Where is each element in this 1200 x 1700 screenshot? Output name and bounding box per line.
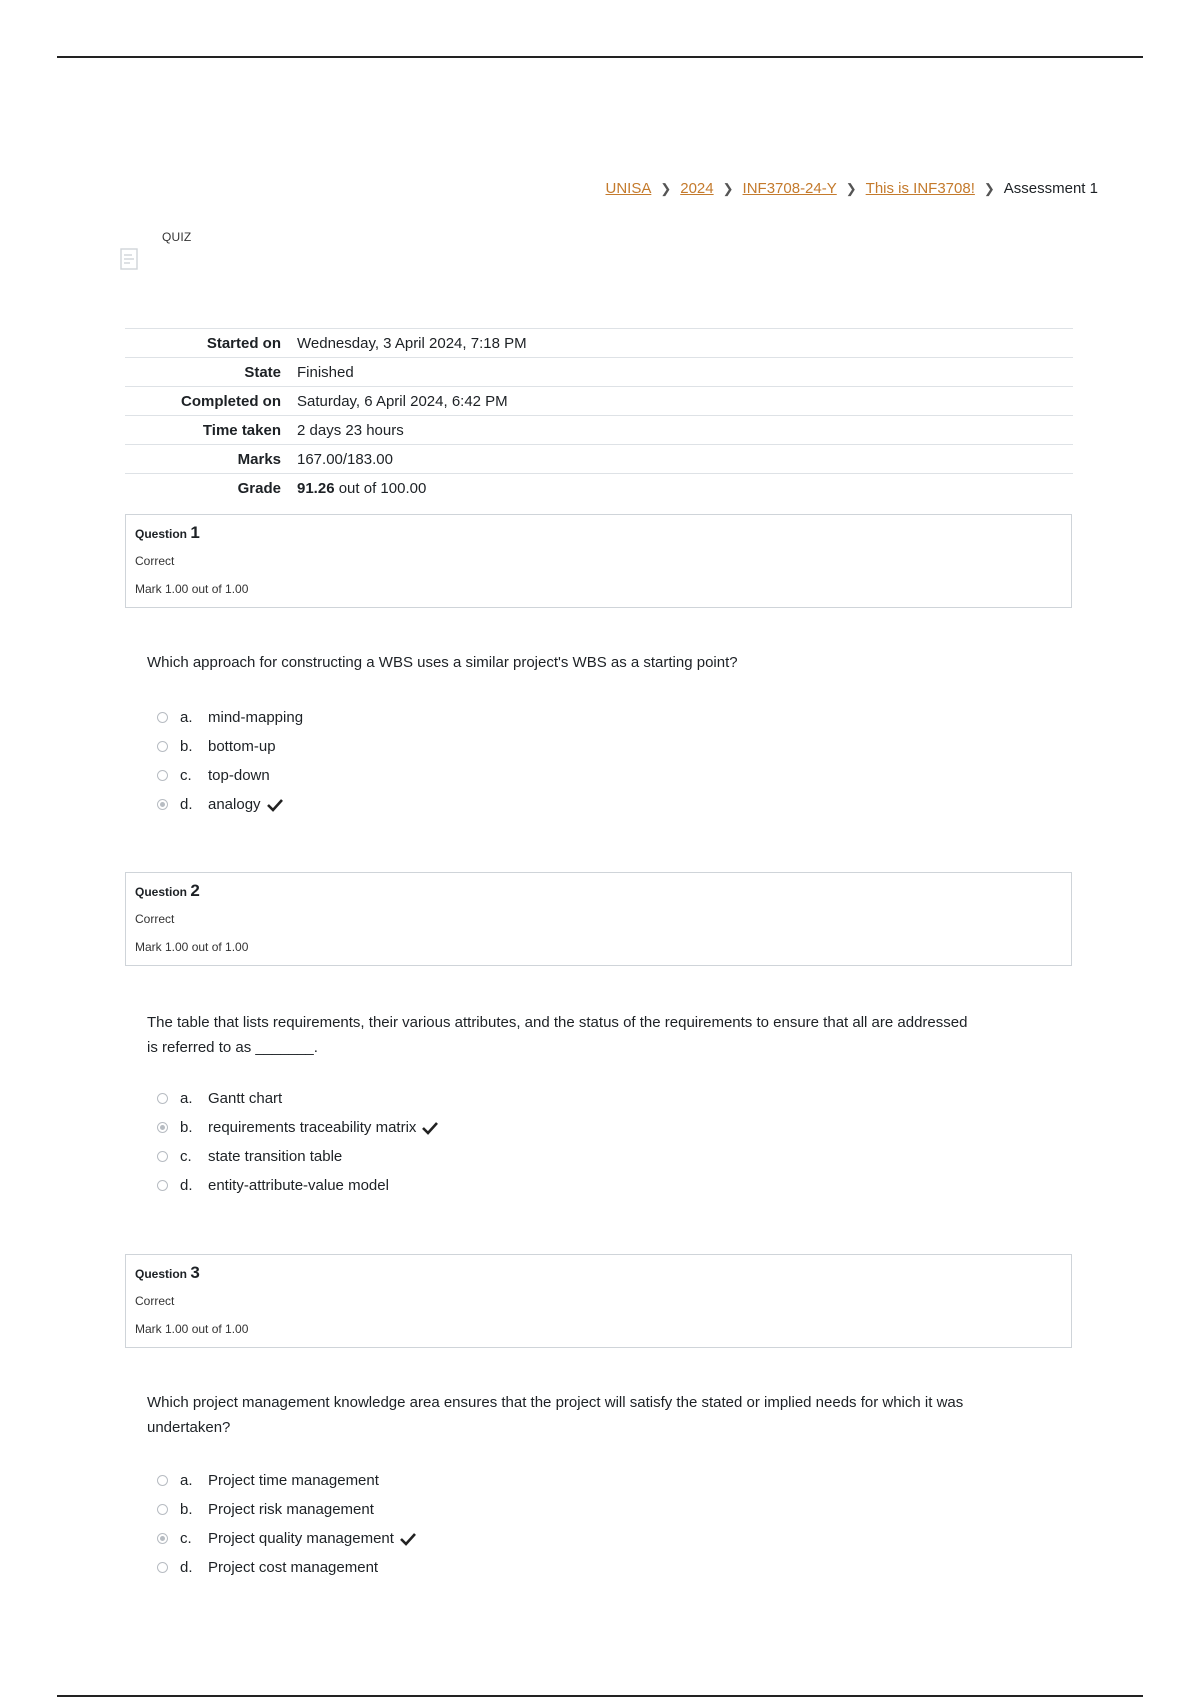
summary-row (125, 445, 1073, 474)
question-num: 1 (190, 523, 200, 542)
summary-value (297, 474, 1073, 503)
answer-text: Project cost management (208, 1559, 379, 1576)
summary-row (125, 329, 1073, 358)
answer-letter: a. (180, 1090, 193, 1107)
summary-value: 167.00/183.00 (297, 450, 393, 468)
answer-option[interactable] (157, 1524, 416, 1553)
answer-option[interactable] (157, 1495, 416, 1524)
breadcrumb (606, 180, 1099, 197)
answer-list (157, 1084, 438, 1200)
radio-button[interactable] (157, 1504, 168, 1515)
breadcrumb-link-year[interactable]: 2024 (680, 180, 714, 197)
answer-letter: d. (180, 796, 193, 813)
correct-check-icon (400, 1532, 416, 1546)
answer-letter: c. (180, 1530, 192, 1547)
answer-letter: c. (180, 1148, 192, 1165)
answer-list (157, 703, 303, 819)
radio-button[interactable] (157, 741, 168, 752)
bottom-rule (57, 1695, 1143, 1697)
question-number (135, 881, 200, 901)
correct-check-icon (267, 798, 283, 812)
radio-button-selected[interactable] (157, 799, 168, 810)
chevron-right-icon: ❯ (845, 180, 857, 196)
question-text (147, 1390, 1047, 1440)
answer-letter: d. (180, 1177, 193, 1194)
answer-text: mind-mapping (208, 709, 304, 726)
radio-button[interactable] (157, 1151, 168, 1162)
question-mark: Mark 1.00 out of 1.00 (135, 940, 249, 954)
answer-option[interactable] (157, 732, 303, 761)
answer-text: entity-attribute-value model (208, 1177, 389, 1194)
question-text-line: is referred to as _______. (147, 1039, 318, 1056)
answer-text: Project risk management (208, 1501, 374, 1518)
answer-text: top-down (208, 767, 270, 784)
question-num: 2 (190, 881, 200, 900)
grade-out-of: out of 100.00 (334, 479, 427, 497)
question-state: Correct (135, 1294, 175, 1308)
breadcrumb-link-unisa[interactable]: UNISA (605, 180, 652, 197)
grade-value: 91.26 (297, 479, 335, 497)
summary-row (125, 474, 1073, 503)
answer-option[interactable] (157, 1171, 438, 1200)
question-prefix: Question (135, 885, 188, 899)
question-info-1 (125, 514, 1072, 608)
question-info-3 (125, 1254, 1072, 1348)
chevron-right-icon: ❯ (722, 180, 734, 196)
question-prefix: Question (135, 1267, 188, 1281)
summary-label: Grade (237, 479, 281, 497)
answer-option[interactable] (157, 703, 303, 732)
summary-label: Started on (206, 334, 281, 352)
question-text-line: Which project management knowledge area ensures that the project will satisfy the stated or implied needs for which it was (147, 1394, 964, 1411)
answer-letter: b. (180, 1501, 193, 1518)
radio-button[interactable] (157, 1562, 168, 1573)
top-rule (57, 56, 1143, 58)
breadcrumb-link-course[interactable]: INF3708-24-Y (742, 180, 837, 197)
question-mark: Mark 1.00 out of 1.00 (135, 1322, 249, 1336)
summary-value: Wednesday, 3 April 2024, 7:18 PM (297, 334, 527, 352)
answer-letter: c. (180, 767, 192, 784)
radio-button[interactable] (157, 712, 168, 723)
answer-letter: d. (180, 1559, 193, 1576)
question-num: 3 (190, 1263, 200, 1282)
question-number (135, 523, 200, 543)
summary-value: Saturday, 6 April 2024, 6:42 PM (297, 392, 508, 410)
answer-option[interactable] (157, 1466, 416, 1495)
radio-button[interactable] (157, 770, 168, 781)
question-mark: Mark 1.00 out of 1.00 (135, 582, 249, 596)
answer-letter: a. (180, 709, 193, 726)
correct-check-icon (422, 1121, 438, 1135)
answer-option[interactable] (157, 1084, 438, 1113)
question-state: Correct (135, 912, 175, 926)
summary-row (125, 416, 1073, 445)
quiz-icon (120, 248, 138, 270)
summary-label: State (244, 363, 281, 381)
summary-label: Completed on (181, 392, 281, 410)
chevron-right-icon: ❯ (983, 180, 995, 196)
summary-value: 2 days 23 hours (297, 421, 404, 439)
summary-label: Time taken (202, 421, 281, 439)
question-info-2 (125, 872, 1072, 966)
answer-option[interactable] (157, 1113, 438, 1142)
radio-button[interactable] (157, 1180, 168, 1191)
question-number (135, 1263, 200, 1283)
answer-list (157, 1466, 416, 1582)
answer-letter: b. (180, 738, 193, 755)
answer-text: Gantt chart (208, 1090, 283, 1107)
question-prefix: Question (135, 527, 188, 541)
summary-value: Finished (297, 363, 354, 381)
question-text-line: undertaken? (147, 1419, 231, 1436)
answer-text: state transition table (208, 1148, 343, 1165)
summary-row (125, 358, 1073, 387)
question-text-line: The table that lists requirements, their various attributes, and the status of the requirements to ensure that all are addressed (147, 1014, 968, 1031)
answer-text: analogy (208, 796, 261, 813)
question-text (147, 1010, 1047, 1060)
breadcrumb-link-section[interactable]: This is INF3708! (865, 180, 975, 197)
chevron-right-icon: ❯ (660, 180, 672, 196)
answer-text: bottom-up (208, 738, 276, 755)
answer-option[interactable] (157, 790, 303, 819)
radio-button[interactable] (157, 1093, 168, 1104)
breadcrumb-current: Assessment 1 (1003, 180, 1098, 197)
answer-option[interactable] (157, 761, 303, 790)
question-state: Correct (135, 554, 175, 568)
answer-option[interactable] (157, 1553, 416, 1582)
summary-row (125, 387, 1073, 416)
answer-option[interactable] (157, 1142, 438, 1171)
radio-button[interactable] (157, 1475, 168, 1486)
radio-button-selected[interactable] (157, 1122, 168, 1133)
attempt-summary-table (125, 328, 1073, 503)
quiz-label: QUIZ (162, 230, 192, 244)
question-text: Which approach for constructing a WBS uses a similar project's WBS as a starting point? (147, 654, 738, 671)
answer-letter: a. (180, 1472, 193, 1489)
summary-label: Marks (237, 450, 281, 468)
answer-text: Project time management (208, 1472, 379, 1489)
answer-text: Project quality management (208, 1530, 394, 1547)
answer-letter: b. (180, 1119, 193, 1136)
radio-button-selected[interactable] (157, 1533, 168, 1544)
answer-text: requirements traceability matrix (208, 1119, 417, 1136)
